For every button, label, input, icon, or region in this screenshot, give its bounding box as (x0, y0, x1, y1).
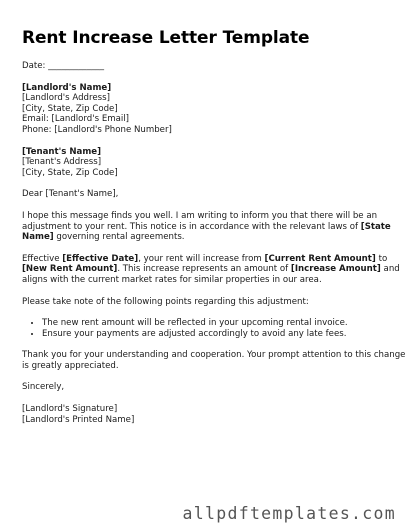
intro-text: adjustment to your rent. This notice is in accordance with the relevant laws of (22, 221, 361, 232)
new-rent-placeholder: [New Rent Amount] (22, 264, 118, 275)
landlord-phone: Phone: [Landlord's Phone Number] (22, 124, 172, 135)
tenant-address: [Tenant's Address] (22, 157, 102, 168)
tenant-city: [City, State, Zip Code] (22, 167, 118, 178)
points-intro: Please take note of the following points regarding this adjustment: (22, 296, 309, 307)
greeting: Dear [Tenant's Name], (22, 189, 119, 200)
effective-text: and (380, 264, 400, 275)
page-title: Rent Increase Letter Template (22, 28, 310, 48)
intro-text: governing rental agreements. (53, 232, 185, 243)
thanks-paragraph (22, 350, 406, 371)
effective-text: to (375, 253, 388, 264)
increase-amount-placeholder: [Increase Amount] (290, 264, 381, 275)
landlord-printed-name: [Landlord's Printed Name] (22, 414, 135, 425)
effective-line (22, 254, 396, 265)
tenant-block (22, 147, 396, 179)
date-label: Date: (22, 61, 46, 71)
intro-line (22, 222, 396, 233)
landlord-block (22, 83, 396, 136)
points-list (22, 318, 396, 339)
effective-paragraph (22, 253, 400, 286)
signature-block (22, 404, 396, 425)
intro-line: I hope this message finds you well. I am writing to inform you that there will be an (22, 210, 378, 221)
state-name-placeholder: Name] (22, 232, 54, 243)
closing: Sincerely, (22, 382, 65, 393)
intro-paragraph (22, 211, 396, 243)
date-blank: _____________ (48, 61, 105, 71)
tenant-name: [Tenant's Name] (22, 146, 102, 157)
landlord-name: [Landlord's Name] (22, 82, 112, 93)
effective-line: aligns with the current market rates for similar properties in our area. (22, 274, 322, 285)
list-item: • Ensure your payments are adjusted accordingly to avoid any late fees. (42, 329, 396, 340)
thanks-line: Thank you for your understanding and cooperation. Your prompt attention to this change (22, 350, 406, 361)
list-item: • The new rent amount will be reflected in your upcoming rental invoice. (42, 318, 396, 329)
effective-text: . This increase represents an amount of (117, 264, 291, 275)
date-line (22, 61, 396, 72)
thanks-line: is greatly appreciated. (22, 360, 119, 371)
effective-line (22, 264, 400, 275)
landlord-city: [City, State, Zip Code] (22, 103, 118, 114)
letter-page (22, 28, 406, 436)
effective-text: Effective (22, 253, 63, 264)
landlord-address: [Landlord's Address] (22, 93, 110, 104)
current-rent-placeholder: [Current Rent Amount] (264, 253, 376, 264)
landlord-signature: [Landlord's Signature] (22, 404, 118, 415)
intro-line (22, 232, 396, 243)
state-name-placeholder: [State (360, 221, 391, 232)
effective-text: , your rent will increase from (138, 253, 265, 264)
landlord-email: Email: [Landlord's Email] (22, 114, 130, 125)
watermark-footer: allpdftemplates.com (182, 504, 396, 523)
effective-date-placeholder: [Effective Date] (62, 253, 139, 264)
